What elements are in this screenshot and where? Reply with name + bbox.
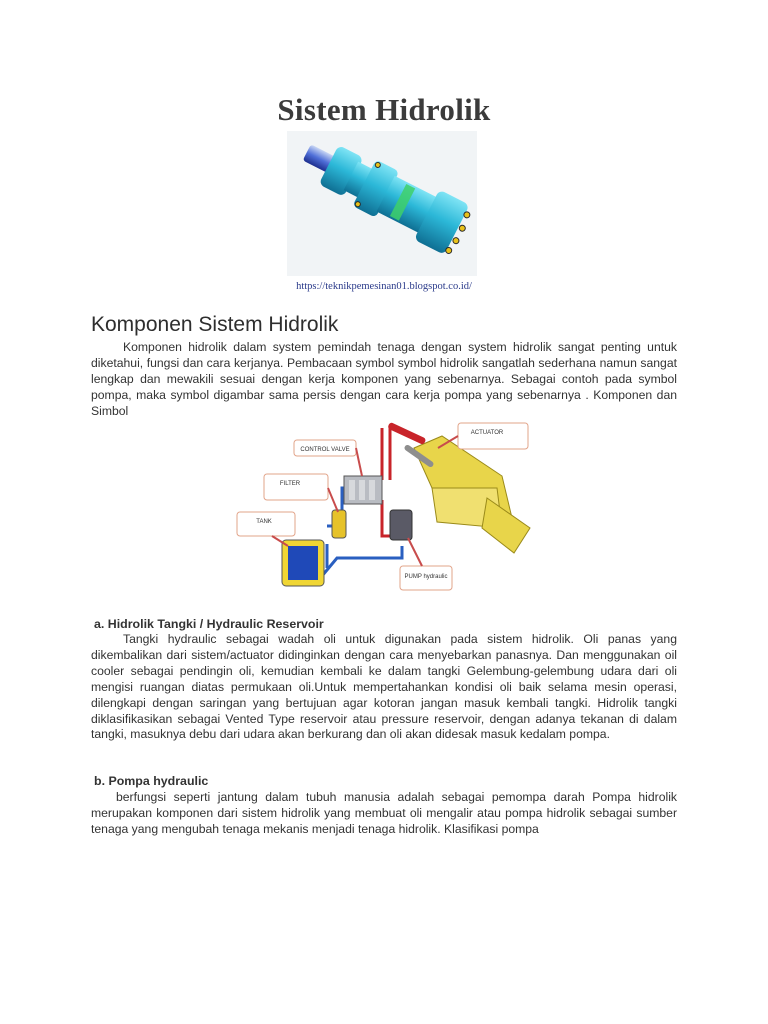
intro-paragraph <box>91 340 677 420</box>
section-a-text: Tangki hydraulic sebagai wadah oli untuk digunakan pada sistem hidrolik. Oli panas yang dikembalikan dari sistem/actuator didinginkan dengan cara menyebarkan panasnya. Dan menggunakan oil cooler sebagai pendingin oli, kemudian kembali ke dalam tangki Gelembung-gelembung udara dari oli mengisi ruangan diatas permukaan oli.Untuk mempertahankan kondisi oli baik selama mesin operasi, dilengkapi dengan saringan yang bertujuan agar kotoran jangan masuk kembali tangki. Hidrolik tangki diklasifikasikan sebagai Vented Type reservoir atau pressure reservoir, dengan adanya tekanan di dalam tangki, masuknya debu dari udara akan berkurang dan oli akan didesak masuk kedalam pompa. <box>91 632 677 742</box>
label-actuator: ACTUATOR <box>470 430 504 436</box>
page-title: Sistem Hidrolik <box>277 92 491 127</box>
label-control-valve: CONTROL VALVE <box>300 447 350 453</box>
section-a-paragraph <box>91 632 677 743</box>
section-b-heading: b. Pompa hydraulic <box>94 774 209 788</box>
section-title: Komponen Sistem Hidrolik <box>91 313 339 336</box>
label-pump: PUMP hydraulic <box>404 574 448 580</box>
label-filter: FILTER <box>279 481 301 487</box>
label-tank: TANK <box>256 519 272 525</box>
section-a-heading: a. Hidrolik Tangki / Hydraulic Reservoir <box>94 617 324 631</box>
section-b-paragraph <box>91 790 677 838</box>
hydraulic-system-diagram <box>232 418 532 596</box>
section-b-text: berfungsi seperti jantung dalam tubuh manusia adalah sebagai pemompa darah Pompa hidrolik merupakan komponen dari sistem hidrolik yang membuat oli mengalir atau pompa hidrolik sebagai sumber tenaga yang mengubah tenaga mekanis menjadi tenaga hidrolik. Klasifikasi pompa <box>91 790 677 836</box>
intro-paragraph-text: Komponen hidrolik dalam system pemindah tenaga dengan system hidrolik sangat penting untuk diketahui, fungsi dan cara kerjanya. Pembacaan symbol symbol hidrolik sangatlah sederhana namun sangat lengkap dan mewakili sesuai dengan kerja komponen yang sebenarnya. Sebagai contoh pada symbol pompa, maka symbol digambar sama persis dengan cara kerja pompa yang sebenarnya . Komponen dan Simbol <box>91 340 677 418</box>
image-caption-link[interactable]: https://teknikpemesinan01.blogspot.co.id/ <box>296 281 472 292</box>
hydraulic-cylinder-image <box>287 131 477 276</box>
